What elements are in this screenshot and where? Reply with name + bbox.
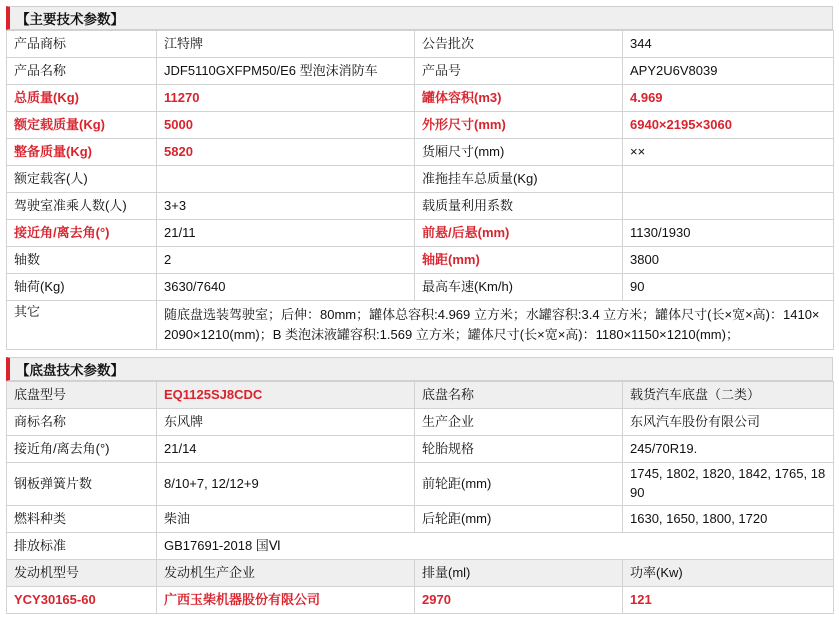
cell-value: 2 bbox=[157, 247, 415, 274]
cell-label: 外形尺寸(mm) bbox=[415, 112, 623, 139]
table-row bbox=[7, 505, 834, 532]
cell-label: 后轮距(mm) bbox=[415, 505, 623, 532]
cell-value: JDF5110GXFPM50/E6 型泡沫消防车 bbox=[157, 58, 415, 85]
cell-value: 11270 bbox=[157, 85, 415, 112]
cell-label-other: 其它 bbox=[7, 301, 157, 350]
table-row bbox=[7, 274, 834, 301]
cell-header-displacement: 排量(ml) bbox=[415, 559, 623, 586]
cell-label: 底盘型号 bbox=[7, 382, 157, 409]
cell-label: 轮胎规格 bbox=[415, 436, 623, 463]
section-title-chassis-specs: 【底盘技术参数】 bbox=[16, 363, 124, 379]
cell-value: 东风汽车股份有限公司 bbox=[623, 409, 834, 436]
cell-value: 245/70R19. bbox=[623, 436, 834, 463]
cell-label: 产品号 bbox=[415, 58, 623, 85]
table-row bbox=[7, 220, 834, 247]
cell-value: 90 bbox=[623, 274, 834, 301]
cell-value: 东风牌 bbox=[157, 409, 415, 436]
cell-value: ×× bbox=[623, 139, 834, 166]
section-title-main-specs: 【主要技术参数】 bbox=[16, 12, 124, 27]
table-row-engine-header bbox=[7, 559, 834, 586]
cell-value: 21/11 bbox=[157, 220, 415, 247]
cell-header-engine-maker: 发动机生产企业 bbox=[157, 559, 415, 586]
cell-value: 1630, 1650, 1800, 1720 bbox=[623, 505, 834, 532]
table-row bbox=[7, 166, 834, 193]
cell-label: 公告批次 bbox=[415, 31, 623, 58]
table-row bbox=[7, 112, 834, 139]
cell-value-other: 随底盘选装驾驶室；后伸：80mm；罐体总容积:4.969 立方米；水罐容积:3.4 立方米；罐体尺寸(长×宽×高)：1410×2090×1210(mm)；B 类泡沫液罐容积:1.569 立方米；罐体尺寸(长×宽×高)：1180×1150×1210(mm)； bbox=[157, 301, 834, 350]
cell-value: APY2U6V8039 bbox=[623, 58, 834, 85]
cell-value: 5000 bbox=[157, 112, 415, 139]
cell-label: 最高车速(Km/h) bbox=[415, 274, 623, 301]
cell-label: 额定载质量(Kg) bbox=[7, 112, 157, 139]
cell-label: 轴数 bbox=[7, 247, 157, 274]
cell-label: 底盘名称 bbox=[415, 382, 623, 409]
table-row-other bbox=[7, 301, 834, 350]
cell-label: 接近角/离去角(°) bbox=[7, 436, 157, 463]
chassis-specs-table bbox=[6, 381, 834, 614]
cell-value: 8/10+7, 12/12+9 bbox=[157, 463, 415, 506]
cell-label: 商标名称 bbox=[7, 409, 157, 436]
table-row bbox=[7, 139, 834, 166]
cell-value bbox=[157, 166, 415, 193]
cell-label: 总质量(Kg) bbox=[7, 85, 157, 112]
cell-value: 344 bbox=[623, 31, 834, 58]
cell-value: EQ1125SJ8CDC bbox=[157, 382, 415, 409]
cell-value: 3800 bbox=[623, 247, 834, 274]
cell-value: 江特牌 bbox=[157, 31, 415, 58]
table-row bbox=[7, 247, 834, 274]
table-row bbox=[7, 85, 834, 112]
cell-label: 轴荷(Kg) bbox=[7, 274, 157, 301]
cell-label: 产品名称 bbox=[7, 58, 157, 85]
section-header-chassis-specs bbox=[6, 357, 833, 381]
cell-label: 整备质量(Kg) bbox=[7, 139, 157, 166]
cell-value: 1130/1930 bbox=[623, 220, 834, 247]
table-row bbox=[7, 382, 834, 409]
table-row bbox=[7, 436, 834, 463]
cell-label: 接近角/离去角(°) bbox=[7, 220, 157, 247]
cell-label: 驾驶室准乘人数(人) bbox=[7, 193, 157, 220]
cell-label-emission: 排放标准 bbox=[7, 532, 157, 559]
cell-value bbox=[623, 166, 834, 193]
cell-value-power: 121 bbox=[623, 586, 834, 613]
cell-value-emission: GB17691-2018 国Ⅵ bbox=[157, 532, 834, 559]
cell-label: 燃料种类 bbox=[7, 505, 157, 532]
cell-label: 载质量利用系数 bbox=[415, 193, 623, 220]
cell-label: 额定载客(人) bbox=[7, 166, 157, 193]
cell-value: 6940×2195×3060 bbox=[623, 112, 834, 139]
cell-value-displacement: 2970 bbox=[415, 586, 623, 613]
main-specs-table bbox=[6, 30, 834, 350]
cell-value: 4.969 bbox=[623, 85, 834, 112]
cell-label: 产品商标 bbox=[7, 31, 157, 58]
cell-value: 1745, 1802, 1820, 1842, 1765, 1890 bbox=[623, 463, 834, 506]
cell-value-engine-maker: 广西玉柴机器股份有限公司 bbox=[157, 586, 415, 613]
cell-header-engine-model: 发动机型号 bbox=[7, 559, 157, 586]
cell-label: 轴距(mm) bbox=[415, 247, 623, 274]
cell-value: 3630/7640 bbox=[157, 274, 415, 301]
cell-header-power: 功率(Kw) bbox=[623, 559, 834, 586]
cell-value bbox=[623, 193, 834, 220]
table-row-emission bbox=[7, 532, 834, 559]
table-row bbox=[7, 409, 834, 436]
cell-value: 柴油 bbox=[157, 505, 415, 532]
cell-label: 前悬/后悬(mm) bbox=[415, 220, 623, 247]
cell-label: 准拖挂车总质量(Kg) bbox=[415, 166, 623, 193]
table-row bbox=[7, 463, 834, 506]
section-header-main-specs bbox=[6, 6, 833, 30]
cell-value: 载货汽车底盘（二类） bbox=[623, 382, 834, 409]
cell-label: 货厢尺寸(mm) bbox=[415, 139, 623, 166]
cell-label: 罐体容积(m3) bbox=[415, 85, 623, 112]
table-row bbox=[7, 58, 834, 85]
cell-value: 3+3 bbox=[157, 193, 415, 220]
cell-label: 钢板弹簧片数 bbox=[7, 463, 157, 506]
cell-label: 生产企业 bbox=[415, 409, 623, 436]
table-row-engine-values bbox=[7, 586, 834, 613]
table-row bbox=[7, 31, 834, 58]
cell-value: 5820 bbox=[157, 139, 415, 166]
table-row bbox=[7, 193, 834, 220]
cell-value-engine-model: YCY30165-60 bbox=[7, 586, 157, 613]
cell-label: 前轮距(mm) bbox=[415, 463, 623, 506]
cell-value: 21/14 bbox=[157, 436, 415, 463]
